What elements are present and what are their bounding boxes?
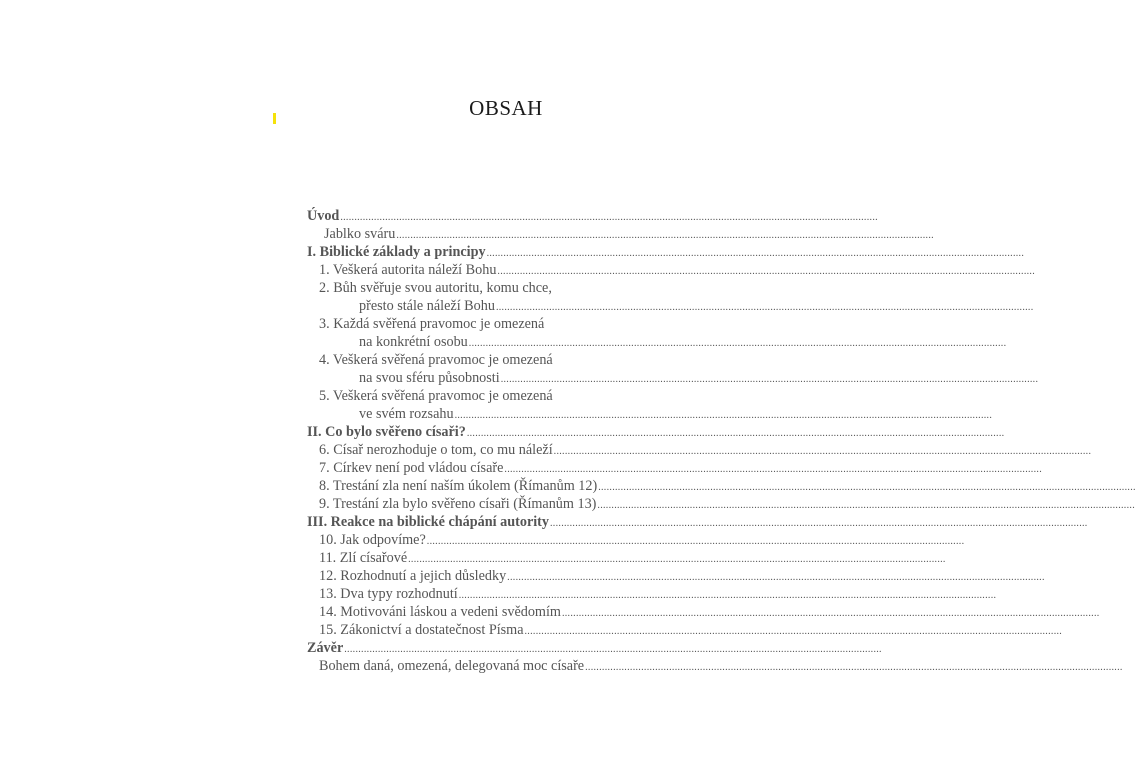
toc-leader-dots: ................................................................................................................................................................................................ [468,338,1007,349]
toc-entry-chapter-8 [307,476,1136,494]
toc-entry-label: 1. Veškerá autorita náleží Bohu [319,262,497,278]
toc-entry-chapter-5-cont [307,404,993,422]
toc-entry-label: 2. Bůh svěřuje svou autoritu, komu chce, [319,280,552,296]
toc-entry-chapter-12 [307,566,1045,584]
toc-entry-label: 5. Veškerá svěřená pravomoc je omezená [319,388,553,404]
toc-entry-chapter-3-cont [307,332,1007,350]
toc-entry-part-3 [307,512,1088,530]
toc-entry-label: Úvod [307,208,340,224]
toc-entry-chapter-2-cont [307,296,1034,314]
toc-leader-dots: ................................................................................................................................................................................................ [561,608,1100,619]
toc-entry-chapter-13 [307,584,997,602]
toc-entry-chapter-11 [307,548,946,566]
toc-entry-label: 4. Veškerá svěřená pravomoc je omezená [319,352,553,368]
toc-entry-label: 6. Císař nerozhoduje o tom, co mu náleží [319,442,553,458]
toc-entry-jablko-svaru [307,224,934,242]
toc-leader-dots: ................................................................................................................................................................................................ [340,212,878,223]
toc-entry-label: 15. Zákonictví a dostatečnost Písma [319,622,524,638]
toc-entry-chapter-2 [307,278,721,296]
toc-leader-dots: ................................................................................................................................................................................................ [500,374,1039,385]
toc-entry-chapter-14 [307,602,1100,620]
toc-leader-dots: ................................................................................................................................................................................................ [550,518,1088,529]
toc-leader-dots: ................................................................................................................................................................................................ [524,626,1063,637]
toc-entry-chapter-7 [307,458,1042,476]
toc-entry-label: 11. Zlí císařové [319,550,408,566]
toc-entry-label: 10. Jak odpovíme? [319,532,426,548]
toc-entry-label: Závěr [307,640,344,656]
toc-entry-label: 3. Každá svěřená pravomoc je omezená [319,316,545,332]
toc-entry-label: III. Reakce na biblické chápání autority [307,514,549,530]
toc-entry-label: 7. Církev není pod vládou císaře [319,460,504,476]
toc-leader-dots: ................................................................................................................................................................................................ [598,482,1136,493]
toc-entry-label: na svou sféru působnosti [359,370,500,386]
toc-entry-label: Jablko sváru [324,226,396,242]
toc-leader-dots: ................................................................................................................................................................................................ [408,554,946,565]
toc-leader-dots: ................................................................................................................................................................................................ [497,266,1036,277]
toc-entry-closing [307,656,1123,674]
toc-entry-label: 12. Rozhodnutí a jejich důsledky [319,568,507,584]
toc-leader-dots: ................................................................................................................................................................................................ [597,500,1136,511]
toc-leader-dots: ................................................................................................................................................................................................ [458,590,997,601]
toc-entry-uvod [307,206,878,224]
toc-entry-label: 14. Motivováni láskou a vedeni svědomím [319,604,561,620]
toc-entry-label: ve svém rozsahu [359,406,454,422]
toc-entry-part-2 [307,422,1005,440]
toc-leader-dots: ................................................................................................................................................................................................ [553,446,1092,457]
toc-entry-label: I. Biblické základy a principy [307,244,486,260]
toc-entry-part-1 [307,242,1025,260]
toc-entry-chapter-3 [307,314,721,332]
page-title: OBSAH [469,96,543,120]
toc-leader-dots: ................................................................................................................................................................................................ [454,410,993,421]
toc-entry-chapter-6 [307,440,1092,458]
toc-entry-label: 8. Trestání zla není naším úkolem (Římanům 12) [319,478,598,494]
toc-entry-label: 9. Trestání zla bylo svěřeno císaři (Římanům 13) [319,496,597,512]
toc-entry-zaver [307,638,882,656]
toc-entry-chapter-5 [307,386,721,404]
toc-leader-dots: ................................................................................................................................................................................................ [585,662,1123,673]
toc-entry-chapter-15 [307,620,1063,638]
toc-entry-chapter-4-cont [307,368,1039,386]
toc-leader-dots: ................................................................................................................................................................................................ [504,464,1042,475]
toc-leader-dots: ................................................................................................................................................................................................ [507,572,1045,583]
toc-entry-label: II. Co bylo svěřeno císaři? [307,424,466,440]
toc-entry-label: 13. Dva typy rozhodnutí [319,586,458,602]
toc-entry-chapter-10 [307,530,965,548]
table-of-contents [307,206,1136,674]
toc-entry-chapter-4 [307,350,721,368]
toc-leader-dots: ................................................................................................................................................................................................ [466,428,1005,439]
toc-entry-chapter-9 [307,494,1136,512]
toc-leader-dots: ................................................................................................................................................................................................ [486,248,1025,259]
toc-entry-label: přesto stále náleží Bohu [359,298,495,314]
toc-entry-chapter-1 [307,260,1036,278]
toc-leader-dots: ................................................................................................................................................................................................ [344,644,882,655]
toc-leader-dots: ................................................................................................................................................................................................ [495,302,1034,313]
toc-entry-label: na konkrétní osobu [359,334,468,350]
toc-entry-label: Bohem daná, omezená, delegovaná moc císaře [319,658,585,674]
toc-leader-dots: ................................................................................................................................................................................................ [426,536,965,547]
toc-leader-dots: ................................................................................................................................................................................................ [396,230,934,241]
